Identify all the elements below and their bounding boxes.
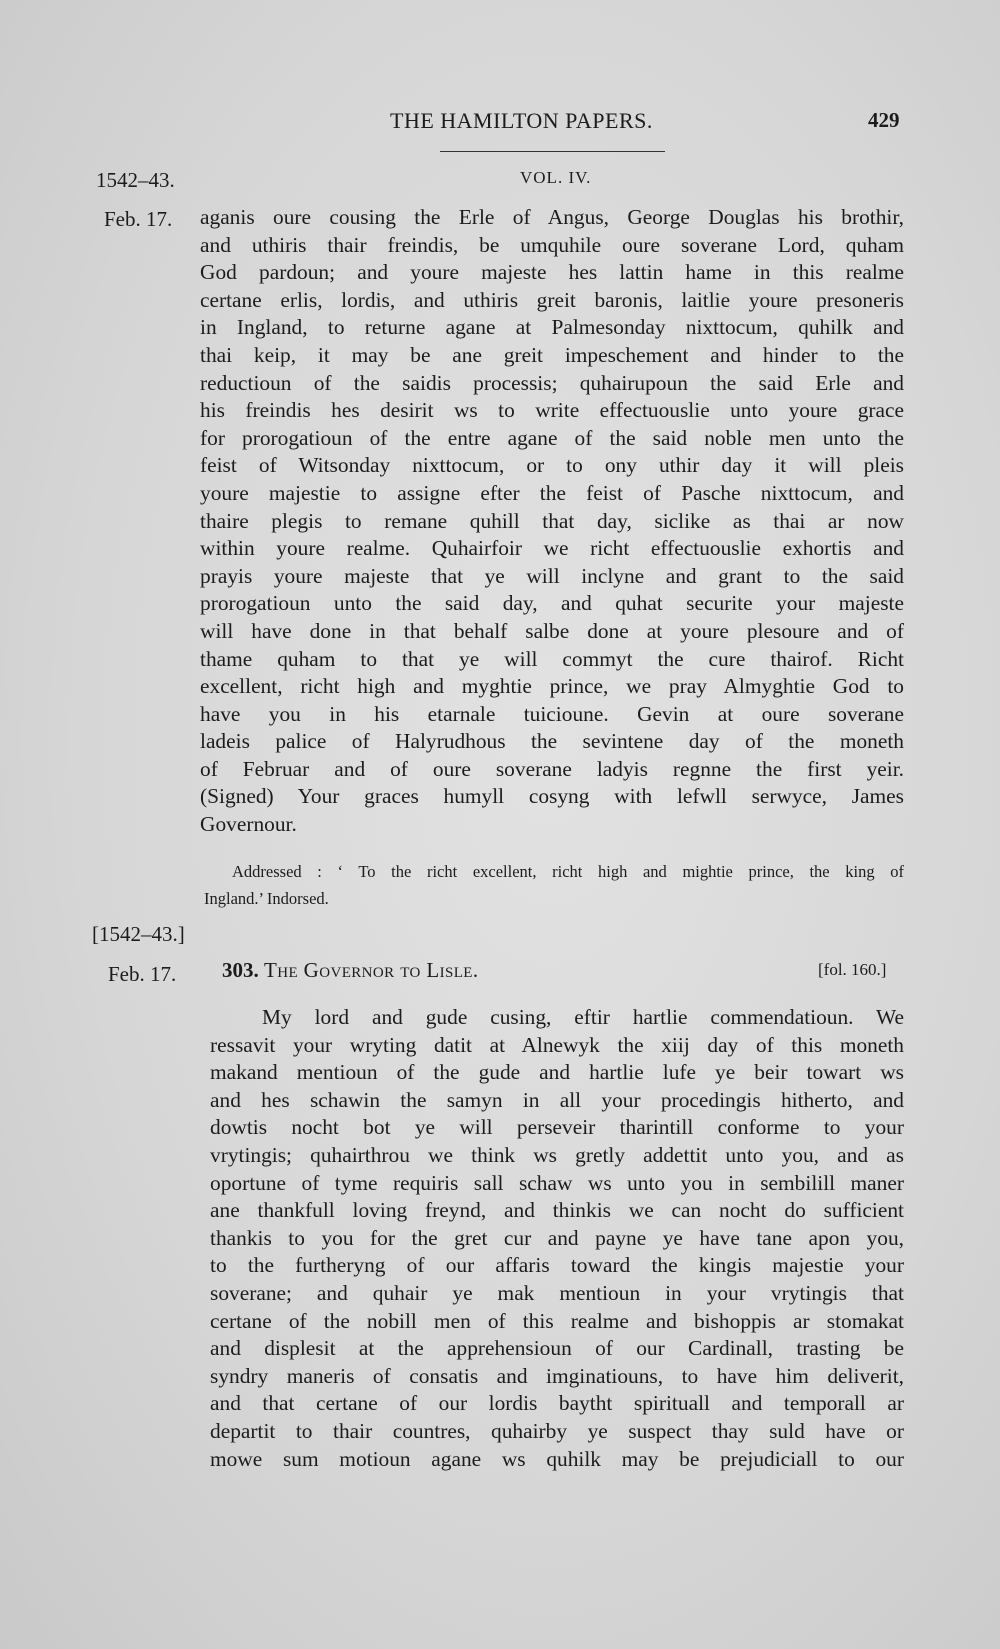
text-line: and that certane of our lordis baytht spirituall and temporall ar	[210, 1391, 904, 1416]
text-line: My lord and gude cusing, eftir hartlie commendatioun. We	[262, 1005, 904, 1029]
text-line: makand mentioun of the gude and hartlie lufe ye beir towart ws	[210, 1060, 904, 1085]
volume-label: VOL. IV.	[520, 168, 592, 187]
text-line: prayis youre majeste that ye will inclyne and grant to the said	[200, 563, 904, 588]
text-line: Governour.	[200, 812, 297, 837]
text-line: dowtis nocht bot ye will perseveir tharintill conforme to your	[210, 1115, 904, 1140]
margin-date-letter-303: Feb. 17.	[108, 962, 177, 986]
text-line: soverane; and quhair ye mak mentioun in your vrytingis that	[210, 1280, 904, 1305]
text-line: departit to thair countres, quhairby ye suspect thay suld have or	[210, 1418, 904, 1443]
running-head: THE HAMILTON PAPERS.	[390, 108, 653, 133]
text-line: thaire plegis to remane quhill that day, siclike as thai ar now	[200, 508, 904, 533]
text-line: for prorogatioun of the entre agane of the said noble men unto the	[200, 425, 904, 450]
note-line: Ingland.’ Indorsed.	[204, 889, 329, 908]
text-line: prorogatioun unto the said day, and quhat securite your majeste	[200, 591, 904, 616]
letter-303-heading	[222, 958, 479, 983]
text-line: God pardoun; and youre majeste hes lattin hame in this realme	[200, 260, 904, 285]
text-line: oportune of tyme requiris sall schaw ws unto you in sembilill maner	[210, 1170, 904, 1195]
text-line: within youre realme. Quhairfoir we richt effectuouslie exhortis and	[200, 536, 904, 561]
letter-303-body	[210, 1004, 904, 1473]
text-line: of Februar and of oure soverane ladyis regnne the first yeir.	[200, 756, 904, 781]
note-line: Addressed : ‘ To the richt excellent, richt high and mightie prince, the king of	[232, 862, 904, 881]
address-note	[204, 858, 904, 912]
text-line: his freindis hes desirit ws to write effectuouslie unto youre grace	[200, 398, 904, 423]
letter-302-body	[200, 204, 904, 839]
text-line: (Signed) Your graces humyll cosyng with lefwll serwyce, James	[200, 784, 904, 809]
page-number: 429	[868, 108, 900, 132]
text-line: mowe sum motioun agane ws quhilk may be prejudiciall to our	[210, 1446, 904, 1471]
text-line: and uthiris thair freindis, be umquhile oure soverane Lord, quham	[200, 232, 904, 257]
text-line: and displesit at the apprehensioun of our Cardinall, trasting be	[210, 1336, 904, 1361]
margin-year-bracketed: [1542–43.]	[92, 922, 185, 946]
text-line: feist of Witsonday nixttocum, or to ony uthir day it will pleis	[200, 453, 904, 478]
text-line: thame quham to that ye will commyt the cure thairof. Richt	[200, 646, 904, 671]
text-line: will have done in that behalf salbe done at youre plesoure and of	[200, 618, 904, 643]
text-line: have you in his etarnale tuicioune. Gevin at oure soverane	[200, 701, 904, 726]
text-line: ladeis palice of Halyrudhous the sevintene day of the moneth	[200, 729, 904, 754]
text-line: reductioun of the saidis processis; quhairupoun the said Erle and	[200, 370, 904, 395]
text-line: and hes schawin the samyn in all your procedingis hitherto, and	[210, 1087, 904, 1112]
letter-number: 303.	[222, 958, 259, 982]
folio-reference: [fol. 160.]	[818, 960, 887, 979]
text-line: youre majestie to assigne efter the feist of Pasche nixttocum, and	[200, 480, 904, 505]
text-line: thankis to you for the gret cur and payne ye have tane apon you,	[210, 1225, 904, 1250]
text-line: ressavit your wryting datit at Alnewyk the xiij day of this moneth	[210, 1032, 904, 1057]
letter-title: The Governor to Lisle.	[264, 958, 479, 982]
margin-year: 1542–43.	[96, 168, 175, 192]
margin-date-letter-302: Feb. 17.	[104, 207, 173, 231]
text-line: vrytingis; quhairthrou we think ws gretly addettit unto you, and as	[210, 1142, 904, 1167]
text-line: aganis oure cousing the Erle of Angus, George Douglas his brothir,	[200, 205, 904, 229]
text-line: syndry maneris of consatis and imginatiouns, to have him deliverit,	[210, 1363, 904, 1388]
text-line: thai keip, it may be ane greit impeschement and hinder to the	[200, 342, 904, 367]
header-rule	[440, 151, 665, 152]
text-line: ane thankfull loving freynd, and thinkis we can nocht do sufficient	[210, 1198, 904, 1223]
text-line: certane erlis, lordis, and uthiris greit baronis, laitlie youre presoneris	[200, 287, 904, 312]
text-line: excellent, richt high and myghtie prince, we pray Almyghtie God to	[200, 674, 904, 699]
text-line: certane of the nobill men of this realme and bishoppis ar stomakat	[210, 1308, 904, 1333]
text-line: in Ingland, to returne agane at Palmesonday nixttocum, quhilk and	[200, 315, 904, 340]
text-line: to the furtheryng of our affaris toward the kingis majestie your	[210, 1253, 904, 1278]
